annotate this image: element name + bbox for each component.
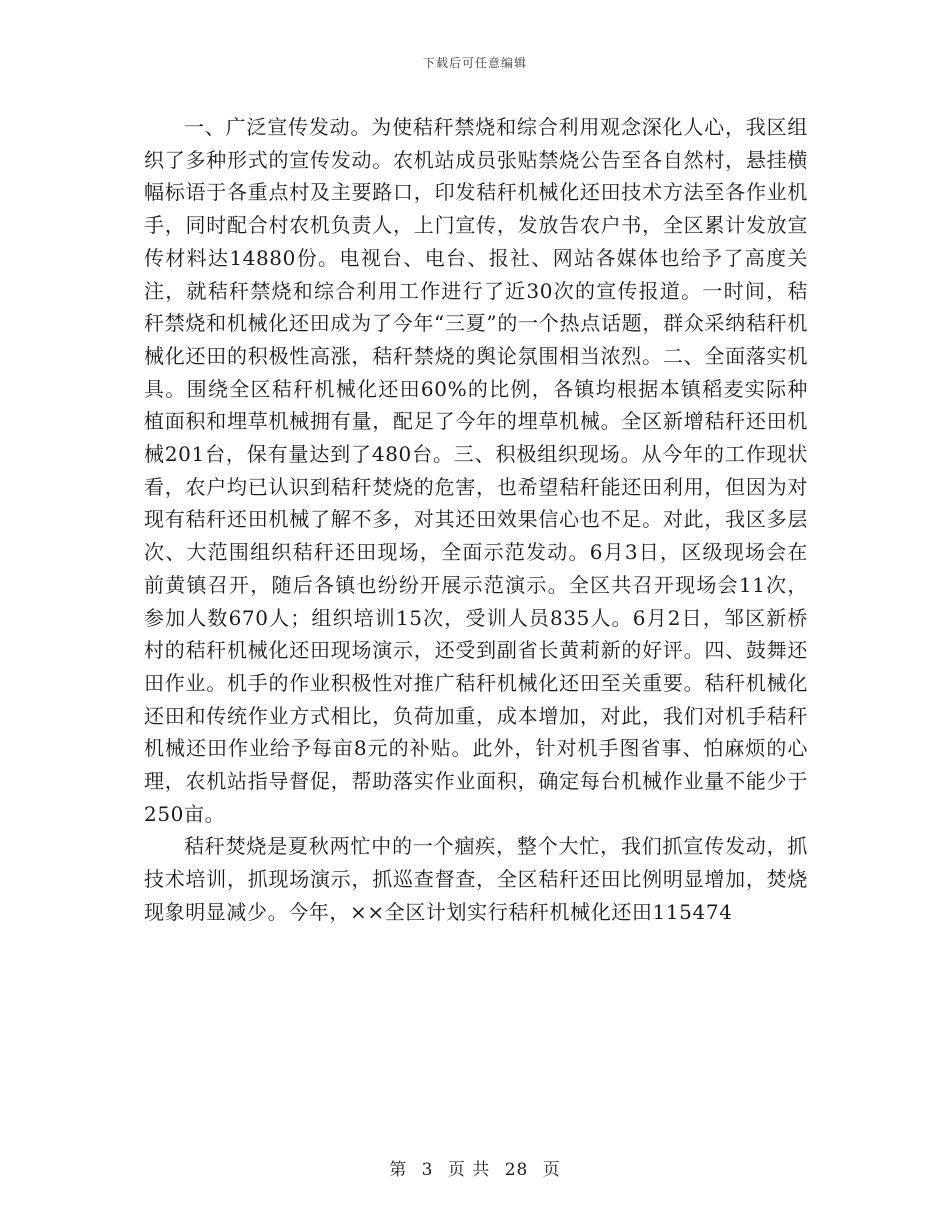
footer-total-pages: 28	[504, 1160, 529, 1180]
paragraph-1: 一、广泛宣传发动。为使秸秆禁烧和综合利用观念深化人心，我区组织了多种形式的宣传发动。农机站成员张贴禁烧公告至各自然村，悬挂横幅标语于各重点村及主要路口，印发秸秆机械化还田技术方法至各作业机手，同时配合村农机负责人，上门宣传，发放告农户书，全区累计发放宣传材料达14880份。电视台、电台、报社、网站各媒体也给予了高度关注，就秸秆禁烧和综合利用工作进行了近30次的宣传报道。一时间，秸秆禁烧和机械化还田成为了今年“三夏”的一个热点话题，群众采纳秸秆机械化还田的积极性高涨，秸秆禁烧的舆论氛围相当浓烈。二、全面落实机具。围绕全区秸秆机械化还田60%的比例，各镇均根据本镇稻麦实际种植面积和埋草机械拥有量，配足了今年的埋草机械。全区新增秸秆还田机械201台，保有量达到了480台。三、积极组织现场。从今年的工作现状看，农户均已认识到秸秆焚烧的危害，也希望秸秆能还田利用，但因为对现有秸秆还田机械了解不多，对其还田效果信心也不足。对此，我区多层次、大范围组织秸秆还田现场，全面示范发动。6月3日，区级现场会在前黄镇召开，随后各镇也纷纷开展示范演示。全区共召开现场会11次，参加人数670人；组织培训15次，受训人员835人。6月2日，邹区新桥村的秸秆机械化还田现场演示，还受到副省长黄莉新的好评。四、鼓舞还田作业。机手的作业积极性对推广秸秆机械化还田至关重要。秸秆机械化还田和传统作业方式相比，负荷加重，成本增加，对此，我们对机手秸秆机械还田作业给予每亩8元的补贴。此外，针对机手图省事、怕麻烦的心理，农机站指导督促，帮助落实作业面积，确定每台机械作业量不能少于250亩。	[144, 115, 808, 826]
page-header: 下载后可任意编辑	[422, 56, 527, 70]
footer-suffix: 页	[542, 1160, 561, 1180]
footer-page-number: 3	[421, 1160, 434, 1180]
paragraph-2: 秸秆焚烧是夏秋两忙中的一个痼疾，整个大忙，我们抓宣传发动，抓技术培训，抓现场演示，抓巡查督查，全区秸秆还田比例明显增加，焚烧现象明显减少。今年，××全区计划实行秸秆机械化还田115474	[144, 834, 808, 924]
footer-middle: 页 共	[447, 1160, 491, 1180]
document-body	[144, 111, 808, 929]
footer-prefix: 第	[389, 1160, 408, 1180]
page-footer	[0, 1155, 950, 1180]
